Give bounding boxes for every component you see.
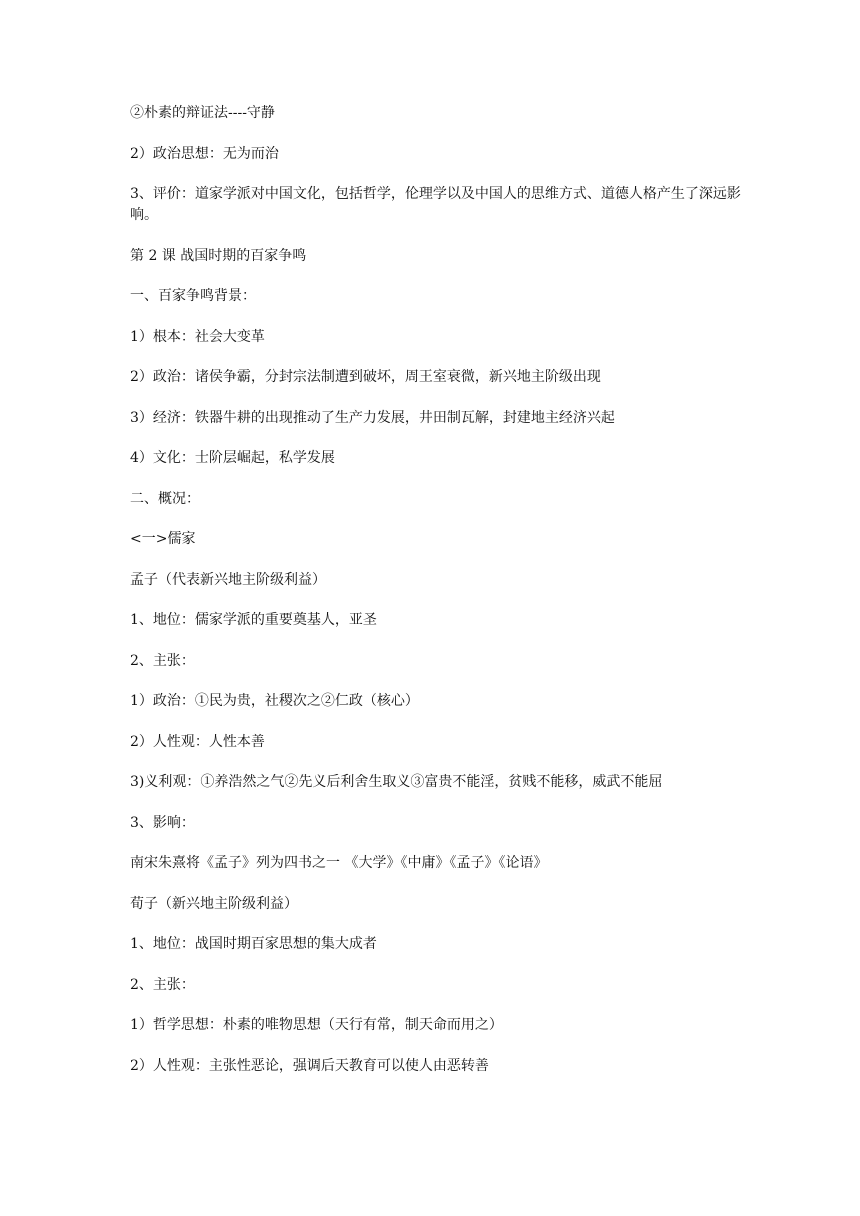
lesson-heading: 第 2 课 战国时期的百家争鸣 [130,247,307,264]
text-line: 南宋朱熹将《孟子》列为四书之一 《大学》《中庸》《孟子》《论语》 [130,855,548,871]
text-line: 2、主张： [130,976,195,993]
text-line: 1、地位：儒家学派的重要奠基人，亚圣 [130,612,377,628]
text-line: 4）文化：士阶层崛起，私学发展 [130,450,335,466]
section-heading: 二、概况： [130,490,200,507]
text-line: 2）人性观：人性本善 [130,733,265,750]
text-line: 2、主张： [130,652,195,669]
section-heading: 一、百家争鸣背景： [130,288,256,304]
text-line: 3)义利观：①养浩然之气②先义后利舍生取义③富贵不能淫，贫贱不能移，威武不能屈 [130,774,663,790]
text-line: 1）哲学思想：朴素的唯物思想（天行有常，制天命而用之） [130,1017,503,1033]
text-line: 2）政治：诸侯争霸，分封宗法制遭到破坏，周王室衰微，新兴地主阶级出现 [130,369,601,385]
text-paragraph: 3、评价：道家学派对中国文化，包括哲学，伦理学以及中国人的思维方式、道德人格产生了深远影响。 [130,186,741,223]
text-line: 1）政治：①民为贵，社稷次之②仁政（核心） [130,693,419,709]
text-line: 孟子（代表新兴地主阶级利益） [130,571,326,588]
text-line: 2）人性观：主张性恶论，强调后天教育可以使人由恶转善 [130,1057,489,1074]
subsection-heading: <一>儒家 [130,531,196,547]
text-line: 1、地位：战国时期百家思想的集大成者 [130,936,377,952]
text-line: 3）经济：铁器牛耕的出现推动了生产力发展，井田制瓦解，封建地主经济兴起 [130,409,615,426]
text-line: 荀子（新兴地主阶级利益） [130,895,298,912]
text-line: 1）根本：社会大变革 [130,328,265,345]
document-page [130,103,750,1096]
text-line: 3、影响： [130,814,195,831]
text-line: ②朴素的辩证法----守静 [130,105,275,121]
text-line: 2）政治思想：无为而治 [130,145,279,162]
